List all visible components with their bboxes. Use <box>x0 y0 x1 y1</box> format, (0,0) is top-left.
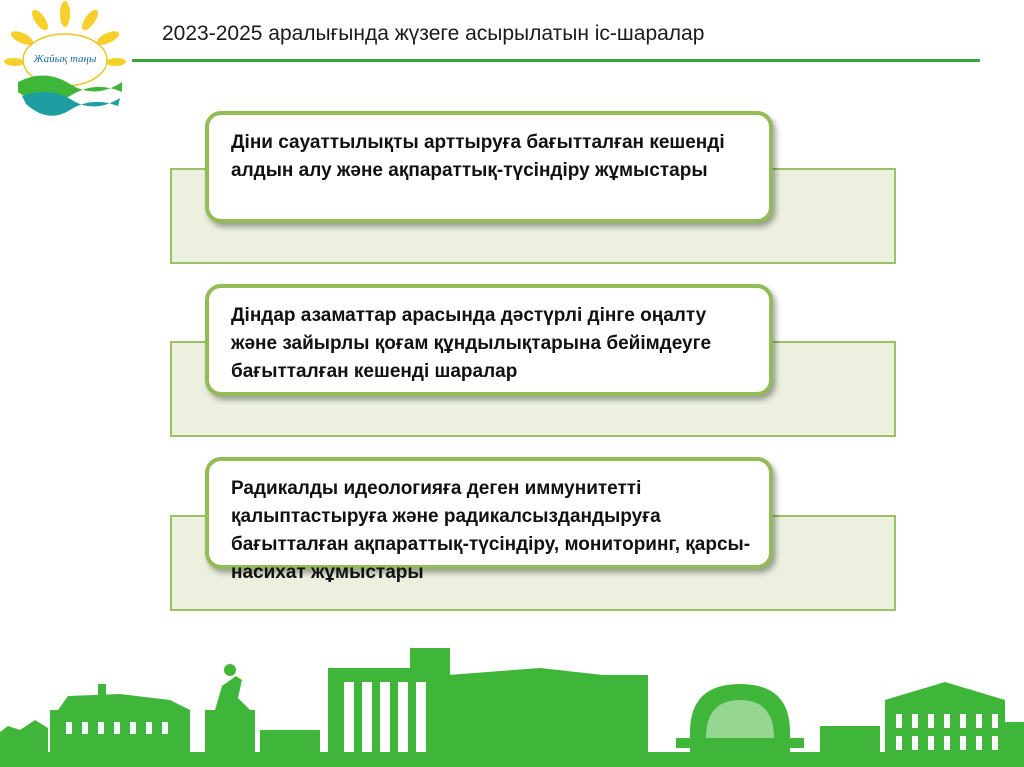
page-title: 2023-2025 аралығында жүзеге асырылатын іс-шаралар <box>162 22 705 45</box>
item-2-card: Діндар азаматтар арасында дәстүрлі дінге оңалту және зайырлы қоғам құндылықтарына бейімдеуге бағытталған кешенді шаралар <box>205 284 773 396</box>
zhaiyk-tany-logo <box>0 0 130 120</box>
item-1-card: Діни сауаттылықты арттыруға бағытталған кешенді алдын алу және ақпараттық-түсіндіру жұмыстары <box>205 111 773 223</box>
city-skyline-icon <box>0 640 1024 767</box>
title-underline <box>132 59 980 62</box>
item-3-card: Радикалды идеологияға деген иммунитетті қалыптастыруға және радикалсыздандыруға бағытталған ақпараттық-түсіндіру, мониторинг, қарсы-насихат жұмыстары <box>205 457 773 569</box>
logo-text: Жайық таңы <box>33 53 97 65</box>
